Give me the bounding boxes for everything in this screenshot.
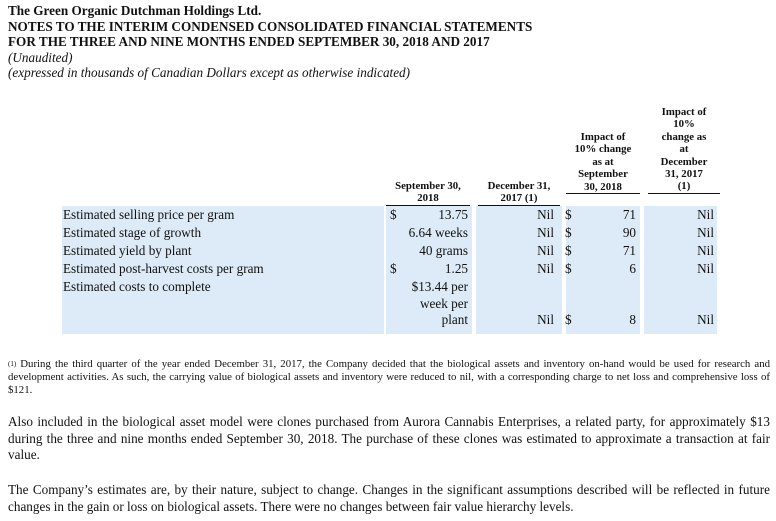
assumptions-table xyxy=(62,206,717,334)
paragraph-clones: Also included in the biological asset model were clones purchased from Aurora Cannabis Enterprises, a related party, for approximately $13 during the three and nine months ended September 30, 2018. The purchase of these clones was estimated to approximate a transaction at fair value. xyxy=(8,414,770,462)
paragraph-estimates: The Company’s estimates are, by their nature, subject to change. Changes in the significant assumptions described will be reflected in future changes in the gain or loss on biological assets. There were no changes between fair value hierarchy levels. xyxy=(8,482,770,514)
impact-sep30: 71 xyxy=(622,207,636,222)
currency-symbol: $ xyxy=(565,243,572,258)
footnote-text: During the third quarter of the year ended December 31, 2017, the Company decided that the biological assets and inventory on-hand would be used for research and development activities. As such, the carrying value of biological assets and inventory were reduced to nil, with a corresponding charge to net loss and comprehensive loss of $121. xyxy=(8,358,770,396)
table-row xyxy=(62,260,717,278)
col-header-impact-dec31: Impact of 10% change as at December 31, 2017 (1) xyxy=(648,106,720,194)
value-sep30: 1.25 xyxy=(444,261,468,276)
col-header-dec31: December 31, 2017 (1) xyxy=(478,180,560,206)
value-dec31: Nil xyxy=(537,207,554,222)
unaudited-label: (Unaudited) xyxy=(8,49,73,65)
currency-note: (expressed in thousands of Canadian Dollars except as otherwise indicated) xyxy=(8,65,411,81)
value-dec31: Nil xyxy=(537,312,554,327)
impact-sep30: 6 xyxy=(629,261,636,276)
row-label: Estimated stage of growth xyxy=(63,225,202,240)
notes-title: NOTES TO THE INTERIM CONDENSED CONSOLIDATED FINANCIAL STATEMENTS xyxy=(8,18,533,34)
impact-dec31: Nil xyxy=(697,312,714,327)
currency-symbol: $ xyxy=(565,207,572,222)
value-sep30: 13.75 xyxy=(438,207,468,222)
impact-dec31: Nil xyxy=(697,243,714,258)
table-row xyxy=(62,224,717,242)
currency-symbol: $ xyxy=(565,312,572,327)
row-label: Estimated post-harvest costs per gram xyxy=(63,261,264,276)
company-name: The Green Organic Dutchman Holdings Ltd. xyxy=(8,3,262,18)
impact-dec31: Nil xyxy=(697,225,714,240)
currency-symbol: $ xyxy=(565,261,572,276)
footnote-marker: (1) xyxy=(8,360,17,368)
impact-sep30: 8 xyxy=(629,312,636,327)
col-header-impact-sep30: Impact of 10% change as at September 30, 2018 xyxy=(566,131,640,194)
row-label: Estimated yield by plant xyxy=(63,243,192,258)
table-row xyxy=(62,278,717,334)
document-header xyxy=(8,3,532,81)
footnote xyxy=(8,358,770,397)
value-dec31: Nil xyxy=(537,261,554,276)
currency-symbol: $ xyxy=(390,261,397,276)
row-label: Estimated costs to complete xyxy=(63,279,211,294)
period-title: FOR THE THREE AND NINE MONTHS ENDED SEPTEMBER 30, 2018 AND 2017 xyxy=(8,34,490,50)
impact-dec31: Nil xyxy=(697,207,714,222)
impact-sep30: 90 xyxy=(622,225,636,240)
currency-symbol: $ xyxy=(390,207,397,222)
impact-sep30: 71 xyxy=(622,243,636,258)
table-row xyxy=(62,242,717,260)
value-sep30: 6.64 weeks xyxy=(408,225,468,240)
value-sep30: 40 grams xyxy=(419,243,468,258)
impact-dec31: Nil xyxy=(697,261,714,276)
currency-symbol: $ xyxy=(565,225,572,240)
value-dec31: Nil xyxy=(537,243,554,258)
row-label: Estimated selling price per gram xyxy=(63,207,235,222)
value-dec31: Nil xyxy=(537,225,554,240)
table-row xyxy=(62,206,717,224)
col-header-sep30: September 30, 2018 xyxy=(386,180,470,206)
value-sep30: $13.44 per week per plant xyxy=(411,279,468,327)
